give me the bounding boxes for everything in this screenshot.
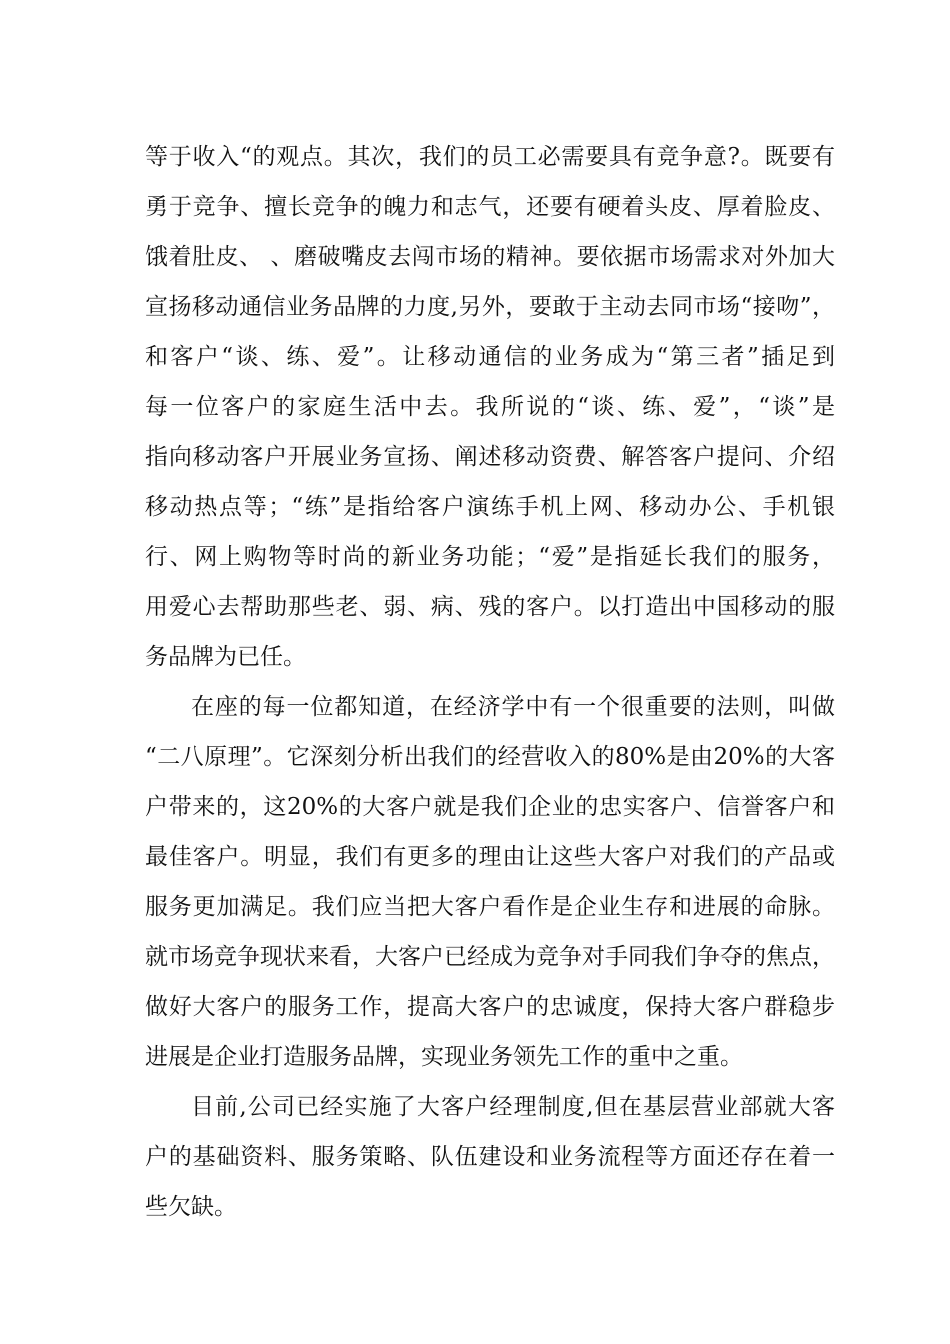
- text-line: 进展是企业打造服务品牌，实现业务领先工作的重中之重。: [145, 1044, 743, 1070]
- text-line: 户带来的，这20%的大客户就是我们企业的忠实客户、信誉客户和: [145, 794, 835, 820]
- text-line: 指向移动客户开展业务宣扬、阐述移动资费、解答客户提问、介绍: [145, 444, 835, 470]
- text-line: 户的基础资料、服务策略、队伍建设和业务流程等方面还存在着一: [145, 1144, 835, 1170]
- text-line: 饿着肚皮、 、磨破嘴皮去闯市场的精神。要依据市场需求对外加大: [145, 244, 835, 270]
- text-line: 等于收入“的观点。其次，我们的员工必需要具有竞争意?。既要有: [145, 144, 835, 170]
- text-line: 就市场竞争现状来看，大客户已经成为竞争对手同我们争夺的焦点，: [145, 944, 835, 970]
- text-line: 行、网上购物等时尚的新业务功能；“爱”是指延长我们的服务，: [145, 544, 835, 570]
- text-line: 每一位客户的家庭生活中去。我所说的“谈、练、爱”，“谈”是: [145, 394, 835, 420]
- text-line: 移动热点等；“练”是指给客户演练手机上网、移动办公、手机银: [145, 494, 835, 520]
- text-line: 用爱心去帮助那些老、弱、病、残的客户。以打造出中国移动的服: [145, 594, 835, 620]
- paragraph-2: [145, 682, 835, 1082]
- text-line: 务品牌为已任。: [145, 644, 306, 670]
- text-line: “二八原理”。它深刻分析出我们的经营收入的80%是由20%的大客: [145, 744, 835, 770]
- text-line: 目前,公司已经实施了大客户经理制度,但在基层营业部就大客: [191, 1094, 835, 1120]
- text-line: 和客户“谈、练、爱”。让移动通信的业务成为“第三者”插足到: [145, 344, 835, 370]
- text-line: 勇于竞争、擅长竞争的魄力和志气，还要有硬着头皮、厚着脸皮、: [145, 194, 835, 220]
- text-line: 做好大客户的服务工作，提高大客户的忠诚度，保持大客户群稳步: [145, 994, 835, 1020]
- text-line: 最佳客户。明显，我们有更多的理由让这些大客户对我们的产品或: [145, 844, 835, 870]
- text-line: 服务更加满足。我们应当把大客户看作是企业生存和进展的命脉。: [145, 894, 835, 920]
- paragraph-3: [145, 1082, 835, 1232]
- paragraph-1: [145, 132, 835, 682]
- text-line: 些欠缺。: [145, 1194, 237, 1220]
- text-line: 宣扬移动通信业务品牌的力度,另外，要敢于主动去同市场“接吻”，: [145, 294, 835, 320]
- document-body: [145, 132, 835, 1232]
- text-line: 在座的每一位都知道，在经济学中有一个很重要的法则，叫做: [191, 694, 835, 720]
